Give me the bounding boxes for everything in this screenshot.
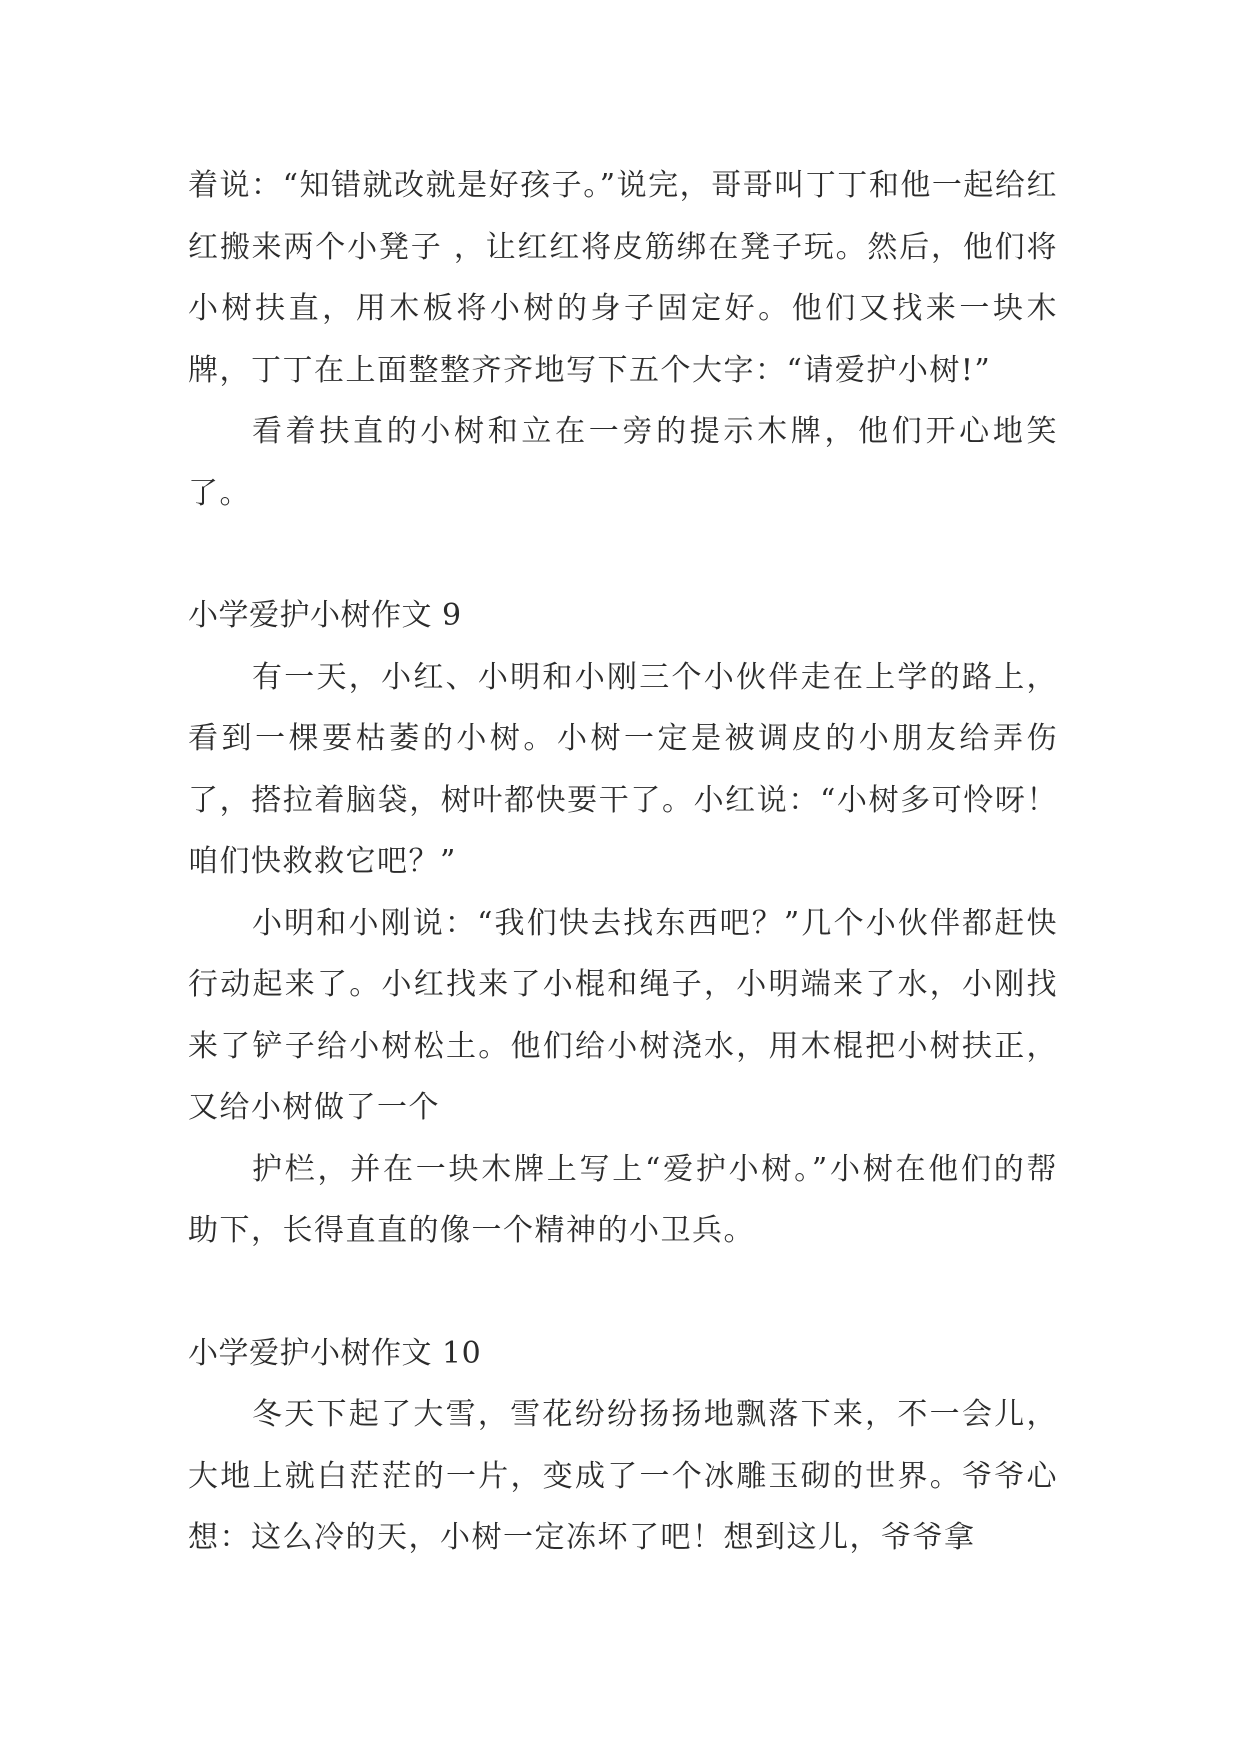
paragraph: 护栏，并在一块木牌上写上“爱护小树。”小树在他们的帮助下，长得直直的像一个精神的小卫兵。 <box>188 1151 1058 1248</box>
paragraph: 小明和小刚说：“我们快去找东西吧？”几个小伙伴都赶快行动起来了。小红找来了小棍和绳子，小明端来了水，小刚找来了铲子给小树松土。他们给小树浇水，用木棍把小树扶正，又给小树做了一个 <box>188 905 1058 1125</box>
document-body <box>188 155 1058 1569</box>
essay-9 <box>188 585 1058 1262</box>
section-heading: 小学爱护小树作文 9 <box>188 598 462 633</box>
essay-10 <box>188 1323 1058 1569</box>
paragraph: 看着扶直的小树和立在一旁的提示木牌，他们开心地笑了。 <box>188 414 1058 511</box>
essay-8-continuation <box>188 155 1058 524</box>
paragraph: 着说：“知错就改就是好孩子。”说完，哥哥叫丁丁和他一起给红红搬来两个小凳子 ，让红红将皮筋绑在凳子玩。然后，他们将小树扶直，用木板将小树的身子固定好。他们又找来一块木牌，丁丁在上面整整齐齐地写下五个大字：“请爱护小树!” <box>188 168 1058 388</box>
paragraph: 冬天下起了大雪，雪花纷纷扬扬地飘落下来，不一会儿，大地上就白茫茫的一片，变成了一个冰雕玉砌的世界。爷爷心想：这么冷的天，小树一定冻坏了吧！想到这儿，爷爷拿 <box>188 1397 1058 1555</box>
paragraph: 有一天，小红、小明和小刚三个小伙伴走在上学的路上，看到一棵要枯萎的小树。小树一定是被调皮的小朋友给弄伤了，搭拉着脑袋，树叶都快要干了。小红说：“小树多可怜呀！咱们快救救它吧？” <box>188 659 1058 879</box>
section-heading: 小学爱护小树作文 10 <box>188 1335 482 1371</box>
